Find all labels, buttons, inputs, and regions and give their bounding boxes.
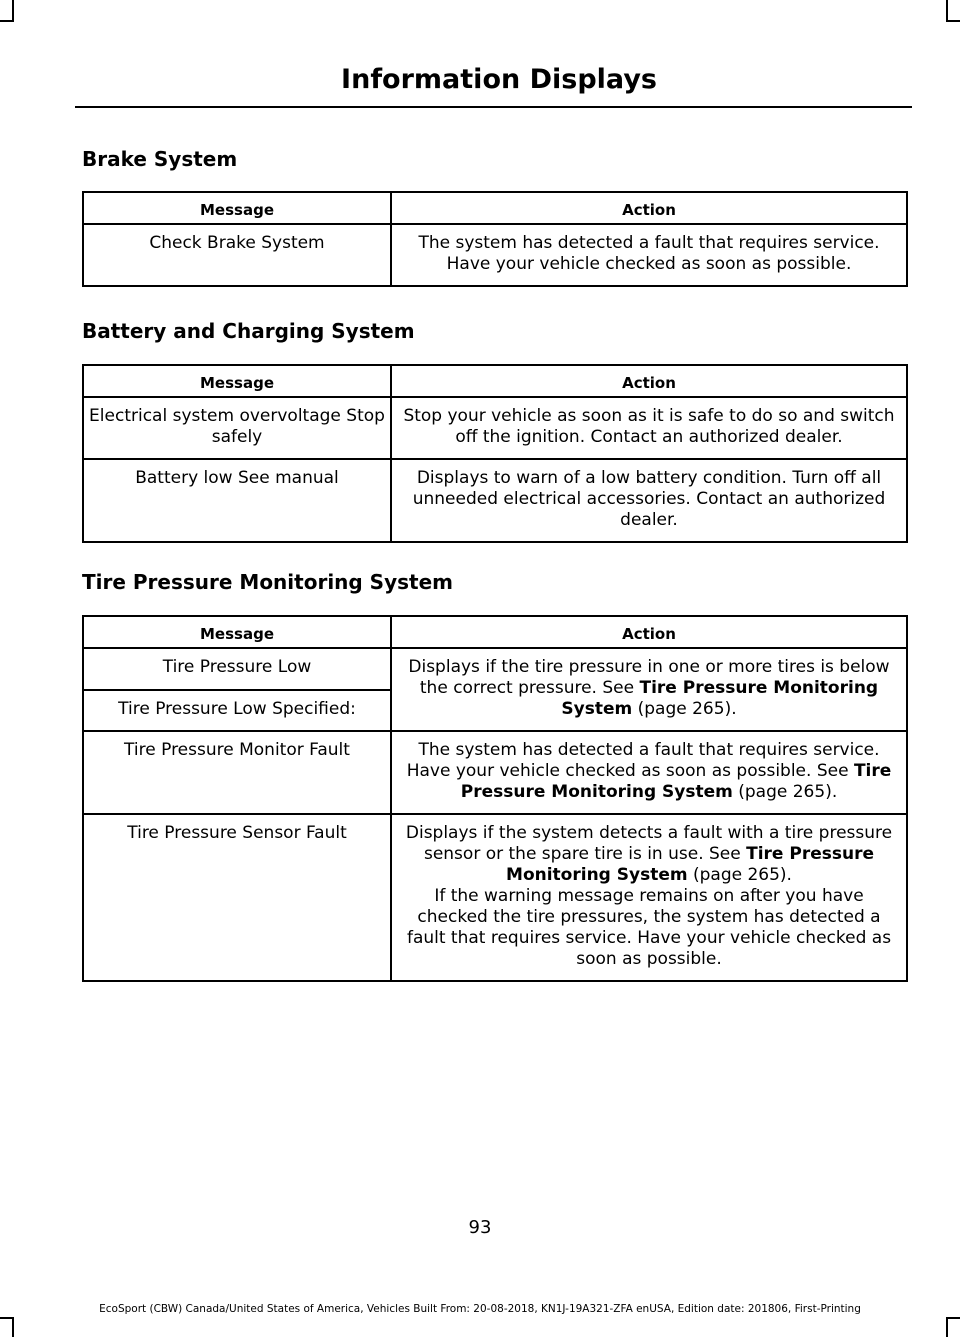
- action-cell: [391, 648, 907, 731]
- section-title-brake: Brake System: [82, 147, 238, 171]
- header-rule: [75, 106, 912, 108]
- message-cell: Tire Pressure Sensor Fault: [83, 814, 391, 981]
- crop-mark: [0, 1317, 14, 1319]
- table-row: [83, 397, 907, 459]
- tire-table: [82, 615, 908, 982]
- table-row: [83, 224, 907, 286]
- table-header-row: [83, 365, 907, 397]
- column-header-action: Action: [391, 192, 907, 224]
- action-text: Displays if the tire pressure in one or more tires is below the correct pressure. See: [408, 657, 890, 698]
- page-reference: (page 265).: [732, 782, 838, 802]
- action-cell: Displays to warn of a low battery condition. Turn off all unneeded electrical accessories. Contact an authorized dealer.: [391, 459, 907, 542]
- action-cell: The system has detected a fault that requires service. Have your vehicle checked as soon as possible.: [391, 224, 907, 286]
- action-cell: Stop your vehicle as soon as it is safe to do so and switch off the ignition. Contact an authorized dealer.: [391, 397, 907, 459]
- cross-reference-link[interactable]: Tire Pressure Monitoring System: [561, 678, 879, 719]
- page-number: 93: [468, 1217, 492, 1238]
- table-row: [83, 648, 907, 690]
- cross-reference-link[interactable]: Tire Pressure Monitoring System: [506, 844, 875, 885]
- action-text-extra: If the warning message remains on after you have checked the tire pressures, the system has detected a fault that requires service. Have your vehicle checked as soon as possible.: [406, 886, 892, 969]
- column-header-message: Message: [83, 192, 391, 224]
- page-reference: (page 265).: [687, 865, 792, 885]
- column-header-action: Action: [391, 616, 907, 648]
- cross-reference-link[interactable]: Tire Pressure Monitoring System: [460, 761, 892, 802]
- crop-mark: [946, 1317, 948, 1337]
- page-reference: (page 265).: [632, 699, 737, 719]
- message-cell: Electrical system overvoltage Stop safely: [83, 397, 391, 459]
- table-row: [83, 731, 907, 814]
- crop-mark: [12, 1317, 14, 1337]
- crop-mark: [12, 0, 14, 22]
- column-header-message: Message: [83, 365, 391, 397]
- action-cell: [391, 814, 907, 981]
- section-title-tire: Tire Pressure Monitoring System: [82, 570, 453, 594]
- table-row: [83, 459, 907, 542]
- action-cell: [391, 731, 907, 814]
- crop-mark: [946, 0, 948, 22]
- action-text: The system has detected a fault that requires service. Have your vehicle checked as soon as possible. See: [406, 740, 880, 781]
- message-cell: Battery low See manual: [83, 459, 391, 542]
- section-title-battery: Battery and Charging System: [82, 319, 415, 343]
- column-header-action: Action: [391, 365, 907, 397]
- message-cell: Check Brake System: [83, 224, 391, 286]
- message-cell: Tire Pressure Low: [83, 648, 391, 690]
- brake-table: [82, 191, 908, 287]
- message-cell: Tire Pressure Low Specified:: [83, 690, 391, 732]
- page-title: Information Displays: [341, 64, 657, 95]
- crop-mark: [0, 20, 14, 22]
- table-header-row: [83, 616, 907, 648]
- crop-mark: [946, 20, 960, 22]
- message-cell: Tire Pressure Monitor Fault: [83, 731, 391, 814]
- action-text: Displays if the system detects a fault with a tire pressure sensor or the spare tire is in use. See: [405, 823, 893, 864]
- battery-table: [82, 364, 908, 543]
- table-row: [83, 814, 907, 981]
- table-header-row: [83, 192, 907, 224]
- footer-text: EcoSport (CBW) Canada/United States of America, Vehicles Built From: 20-08-2018, KN1J-19A321-ZFA enUSA, Edition date: 201806, First-Printing: [99, 1303, 861, 1315]
- column-header-message: Message: [83, 616, 391, 648]
- crop-mark: [946, 1317, 960, 1319]
